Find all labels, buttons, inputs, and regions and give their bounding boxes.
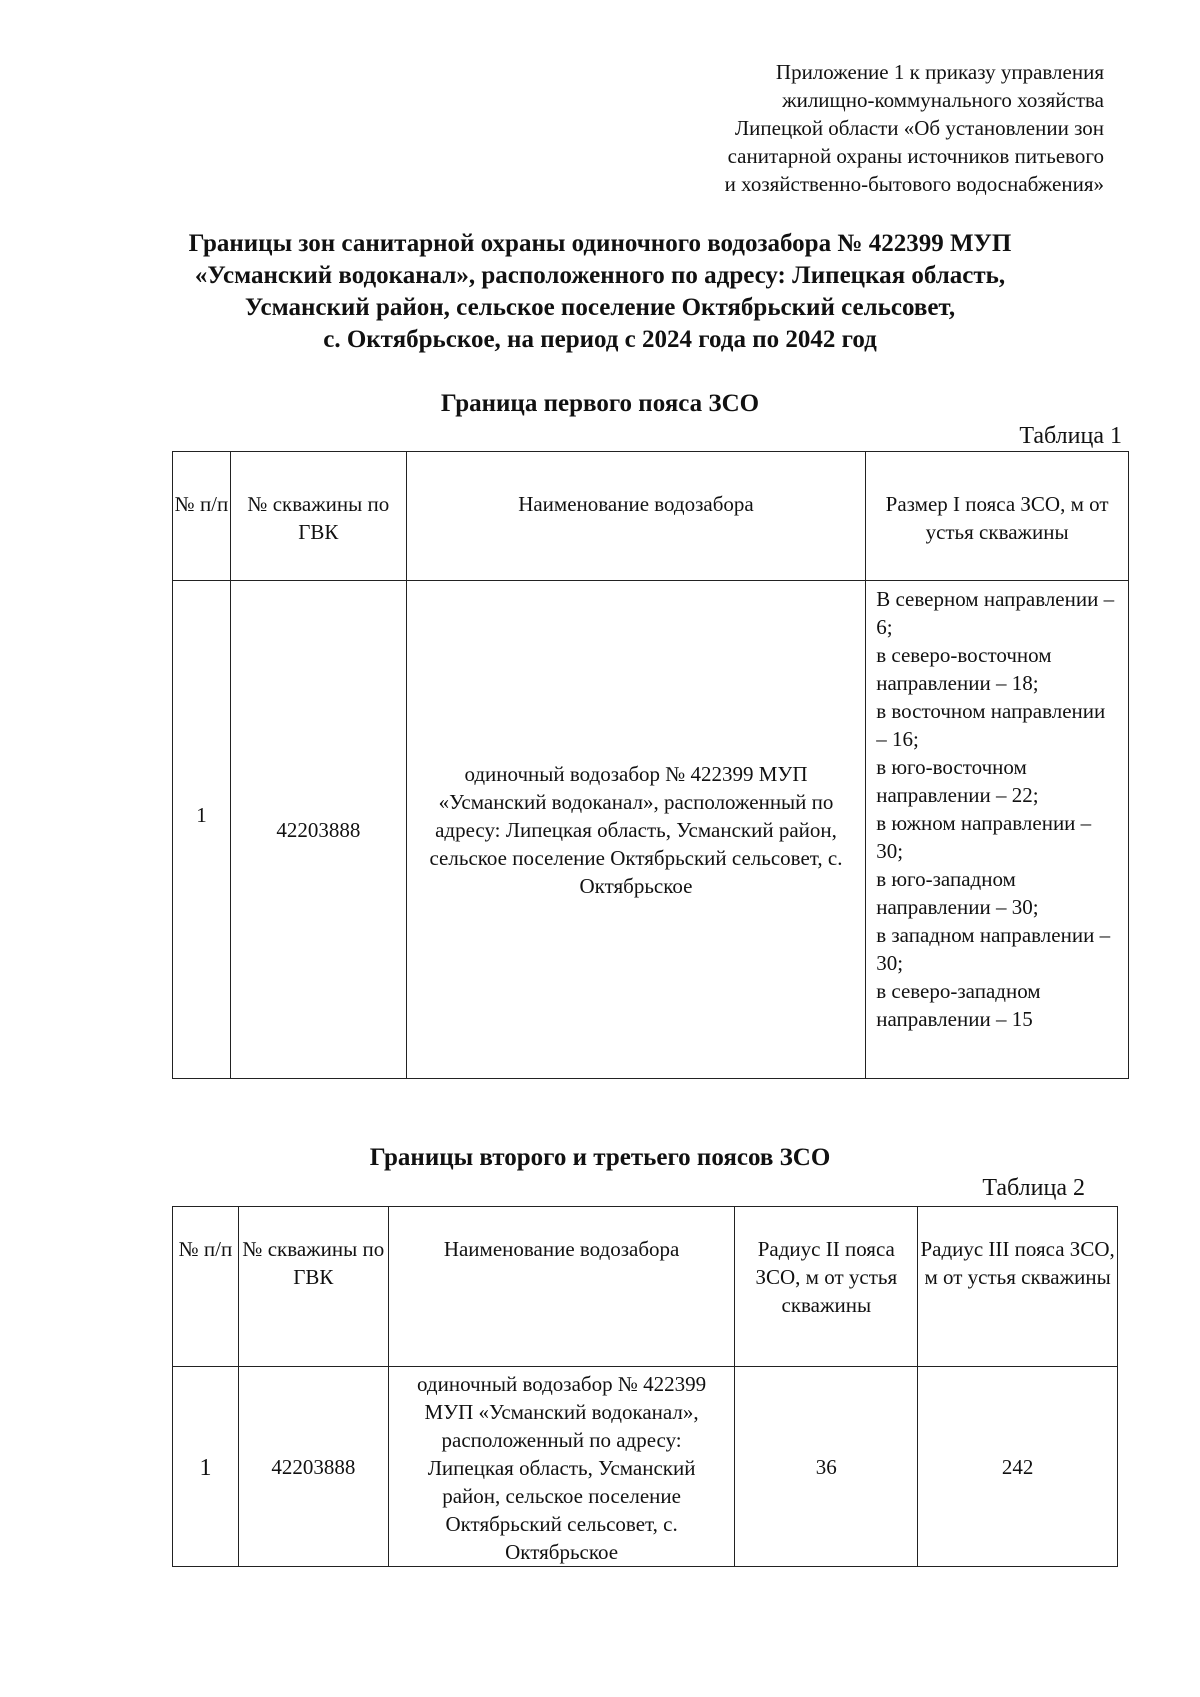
table-header-row [173,452,1129,581]
title-line: Усманский район, сельское поселение Октябрьский сельсовет, [244,294,956,321]
cell-name: одиночный водозабор № 422399 МУП «Усманский водоканал», расположенный по адресу: Липецкая область, Усманский район, сельское поселение Октябрьский сельсовет, с. Октябрьское [388,1367,735,1567]
title-line: Границы зон санитарной охраны одиночного водозабора № 422399 МУП [188,230,1012,257]
size-line: в северо-западном направлении – 15 [876,979,1041,1031]
table-first-belt [172,451,1129,1079]
header-well: № скважины по ГВК [230,452,406,581]
table2-label: Таблица 2 [982,1175,1085,1201]
header-num: № п/п [173,452,231,581]
section2-heading: Границы второго и третьего поясов ЗСО [369,1144,831,1171]
table-row [173,581,1129,1079]
table1-label: Таблица 1 [1019,423,1122,449]
size-line: в восточном направлении – 16; [876,699,1106,751]
header-name: Наименование водозабора [406,452,865,581]
header-size: Размер I пояса ЗСО, м от устья скважины [866,452,1129,581]
size-line: в западном направлении – 30; [876,923,1111,975]
table-header-row [173,1207,1118,1367]
document-title [150,228,1050,356]
appendix-line: и хозяйственно-бытового водоснабжения» [724,172,1104,196]
header-name: Наименование водозабора [388,1207,735,1367]
section1-heading: Граница первого пояса ЗСО [440,390,760,417]
table-second-third-belts [172,1206,1118,1567]
cell-radius2: 36 [735,1367,918,1567]
header-num: № п/п [173,1207,239,1367]
appendix-line: санитарной охраны источников питьевого [727,144,1104,168]
cell-size [866,581,1129,1079]
header-radius2: Радиус II пояса ЗСО, м от устья скважины [735,1207,918,1367]
cell-num: 1 [173,581,231,1079]
title-line: «Усманский водоканал», расположенного по адресу: Липецкая область, [194,262,1006,289]
size-line: в южном направлении – 30; [876,811,1092,863]
header-radius3: Радиус III пояса ЗСО, м от устья скважины [918,1207,1118,1367]
cell-radius3: 242 [918,1367,1118,1567]
header-well: № скважины по ГВК [238,1207,388,1367]
appendix-line: Липецкой области «Об установлении зон [734,116,1104,140]
size-line: в юго-восточном направлении – 22; [876,755,1039,807]
appendix-line: жилищно-коммунального хозяйства [782,88,1104,112]
cell-well: 42203888 [238,1367,388,1567]
cell-num: 1 [173,1367,239,1567]
size-line: в юго-западном направлении – 30; [876,867,1039,919]
size-line: в северо-восточном направлении – 18; [876,643,1052,695]
title-line: с. Октябрьское, на период с 2024 года по 2042 год [323,326,877,353]
table-row [173,1367,1118,1567]
appendix-line: Приложение 1 к приказу управления [775,60,1104,84]
cell-well: 42203888 [230,581,406,1079]
appendix-note [584,58,1104,198]
cell-name: одиночный водозабор № 422399 МУП «Усманский водоканал», расположенный по адресу: Липецкая область, Усманский район, сельское поселение Октябрьский сельсовет, с. Октябрьское [406,581,865,1079]
size-line: В северном направлении – 6; [876,587,1115,639]
